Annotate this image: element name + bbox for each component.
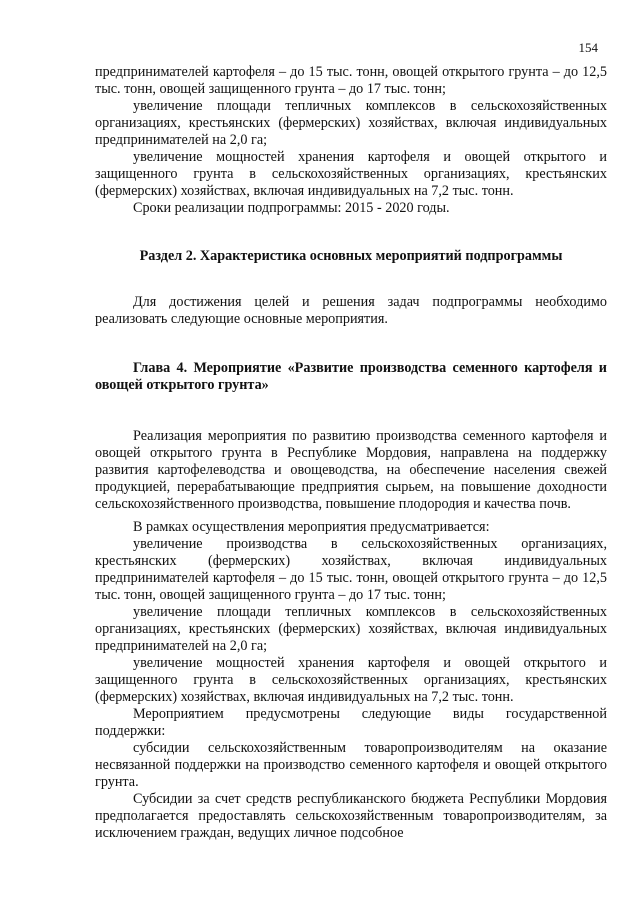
- chapter-heading: Глава 4. Мероприятие «Развитие производства семенного картофеля и овощей открытого грунта»: [95, 360, 607, 393]
- paragraph: В рамках осуществления мероприятия предусматривается:: [133, 519, 490, 535]
- paragraph: увеличение площади тепличных комплексов в сельскохозяйственных организациях, крестьянских (фермерских) хозяйствах, включая индивидуальных предпринимателей на 2,0 га;: [95, 604, 607, 654]
- paragraph: Реализация мероприятия по развитию производства семенного картофеля и овощей открытого грунта в Республике Мордовия, направлена на поддержку развития картофелеводства и овощеводства, на обеспечение населения свежей продукцией, перерабатывающие предприятия сырьем, на повышение доходности сельскохозяйственного производства, повышение плодородия и качества почв.: [95, 428, 607, 512]
- paragraph: увеличение площади тепличных комплексов в сельскохозяйственных организациях, крестьянских (фермерских) хозяйствах, включая индивидуальных предпринимателей на 2,0 га;: [95, 98, 607, 148]
- paragraph: Сроки реализации подпрограммы: 2015 - 2020 годы.: [133, 200, 450, 216]
- page-content: [95, 64, 607, 842]
- paragraph: предпринимателей картофеля – до 15 тыс. тонн, овощей открытого грунта – до 12,5 тыс. тонн, овощей защищенного грунта – до 17 тыс. тонн;: [95, 64, 607, 97]
- section-heading: Раздел 2. Характеристика основных мероприятий подпрограммы: [139, 248, 563, 264]
- paragraph: субсидии сельскохозяйственным товаропроизводителям на оказание несвязанной поддержки на производство семенного картофеля и овощей открытого грунта.: [95, 740, 607, 790]
- paragraph: Для достижения целей и решения задач подпрограммы необходимо реализовать следующие основные мероприятия.: [95, 294, 607, 327]
- page-number: 154: [578, 40, 598, 55]
- paragraph: увеличение производства в сельскохозяйственных организациях, крестьянских (фермерских) хозяйствах, включая индивидуальных предпринимателей картофеля – до 15 тыс. тонн, овощей открытого грунта – до 12,5 тыс. тонн, овощей защищенного грунта – до 17 тыс. тонн;: [95, 536, 607, 603]
- paragraph: увеличение мощностей хранения картофеля и овощей открытого и защищенного грунта в сельскохозяйственных организациях, крестьянских (фермерских) хозяйствах, включая индивидуальных на 7,2 тыс. тонн.: [95, 149, 607, 199]
- paragraph: Мероприятием предусмотрены следующие виды государственной поддержки:: [95, 706, 607, 739]
- paragraph: Субсидии за счет средств республиканского бюджета Республики Мордовия предполагается предоставлять сельскохозяйственным товаропроизводителям, за исключением граждан, ведущих личное подсобное: [95, 791, 607, 841]
- paragraph: увеличение мощностей хранения картофеля и овощей открытого и защищенного грунта в сельскохозяйственных организациях, крестьянских (фермерских) хозяйствах, включая индивидуальных на 7,2 тыс. тонн.: [95, 655, 607, 705]
